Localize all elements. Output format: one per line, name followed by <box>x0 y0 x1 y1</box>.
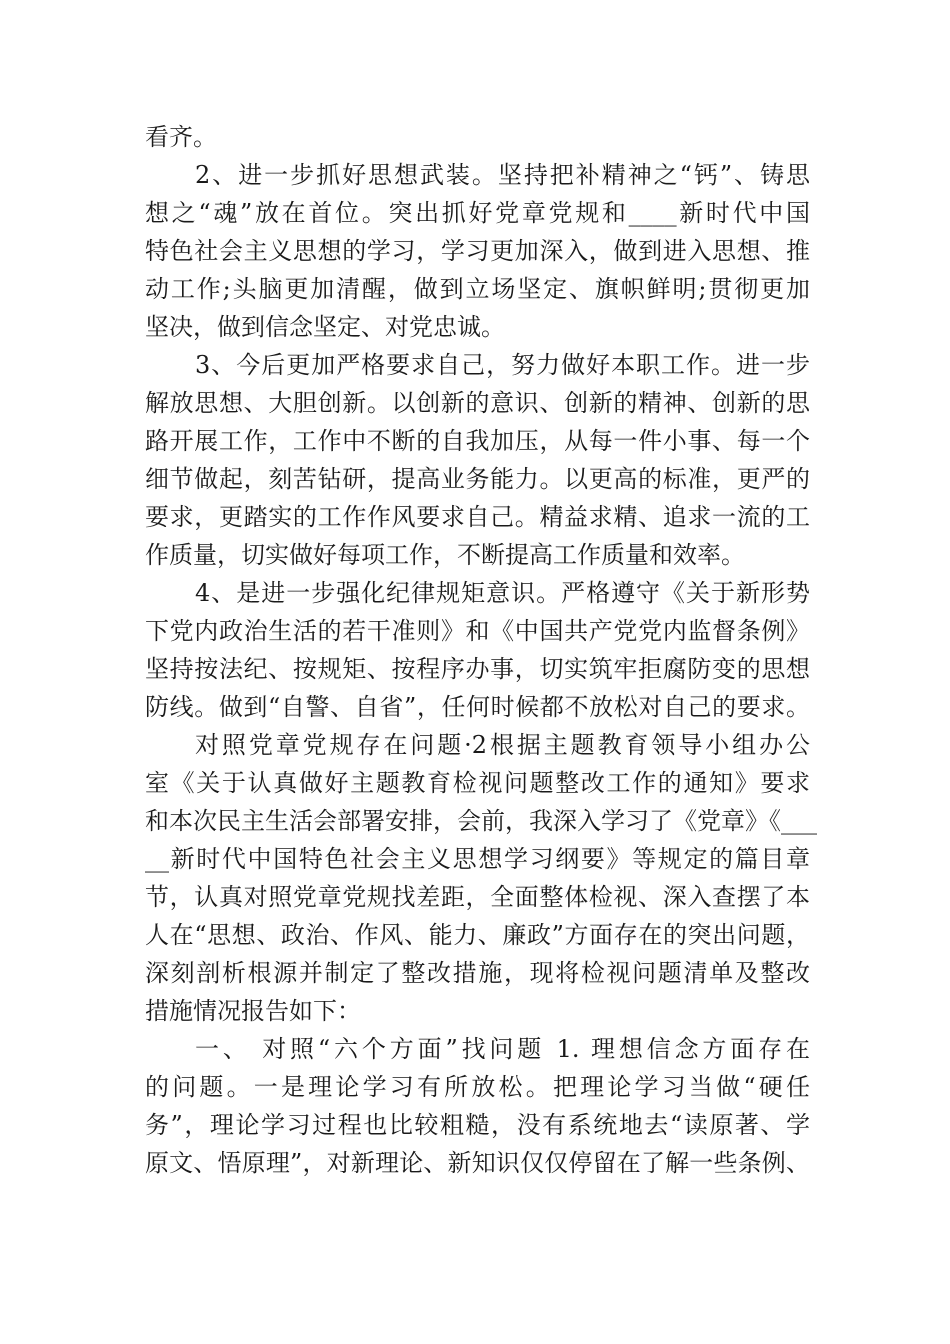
text-line: 务”，理论学习过程也比较粗糙，没有系统地去“读原著、学 <box>145 1111 810 1139</box>
text-line: 特色社会主义思想的学习，学习更加深入，做到进入思想、推 <box>145 237 810 265</box>
text-line: 对照党章党规存在问题·2根据主题教育领导小组办公 <box>195 731 810 759</box>
text-line: 细节做起，刻苦钻研，提高业务能力。以更高的标准，更严的 <box>145 465 810 493</box>
text-line: 和本次民主生活会部署安排，会前，我深入学习了《党章》《___ <box>145 807 817 835</box>
text-line: 节，认真对照党章党规找差距，全面整体检视、深入查摆了本 <box>145 883 810 911</box>
text-line: 路开展工作，工作中不断的自我加压，从每一件小事、每一个 <box>145 427 810 455</box>
text-line: 深刻剖析根源并制定了整改措施，现将检视问题清单及整改 <box>145 959 810 987</box>
text-line: 看齐。 <box>145 123 217 151</box>
text-line: 一、 对照“六个方面”找问题 1. 理想信念方面存在 <box>195 1035 810 1063</box>
text-line: 坚持按法纪、按规矩、按程序办事，切实筑牢拒腐防变的思想 <box>145 655 810 683</box>
text-line: 3、今后更加严格要求自己，努力做好本职工作。进一步 <box>195 351 810 379</box>
text-line: 2、进一步抓好思想武装。坚持把补精神之“钙”、铸思 <box>195 161 810 189</box>
text-line: 解放思想、大胆创新。以创新的意识、创新的精神、创新的思 <box>145 389 810 417</box>
text-line: 人在“思想、政治、作风、能力、廉政”方面存在的突出问题， <box>145 921 810 949</box>
text-line: 措施情况报告如下： <box>145 997 361 1025</box>
text-line: __新时代中国特色社会主义思想学习纲要》等规定的篇目章 <box>145 845 810 873</box>
text-line: 室《关于认真做好主题教育检视问题整改工作的通知》要求 <box>145 769 810 797</box>
text-line: 坚决，做到信念坚定、对党忠诚。 <box>145 313 505 341</box>
document-body <box>145 118 817 1182</box>
text-line: 作质量，切实做好每项工作，不断提高工作质量和效率。 <box>145 541 745 569</box>
text-line: 4、是进一步强化纪律规矩意识。严格遵守《关于新形势 <box>195 579 810 607</box>
text-line: 动工作;头脑更加清醒，做到立场坚定、旗帜鲜明;贯彻更加 <box>145 275 810 303</box>
text-line: 想之“魂”放在首位。突出抓好党章党规和____新时代中国 <box>145 199 810 227</box>
text-line: 的问题。一是理论学习有所放松。把理论学习当做“硬任 <box>145 1073 810 1101</box>
text-line: 原文、悟原理”，对新理论、新知识仅仅停留在了解一些条例、 <box>145 1149 810 1177</box>
text-line: 下党内政治生活的若干准则》和《中国共产党党内监督条例》 <box>145 617 810 645</box>
text-line: 要求，更踏实的工作作风要求自己。精益求精、追求一流的工 <box>145 503 810 531</box>
text-line: 防线。做到“自警、自省”，任何时候都不放松对自己的要求。 <box>145 693 810 721</box>
